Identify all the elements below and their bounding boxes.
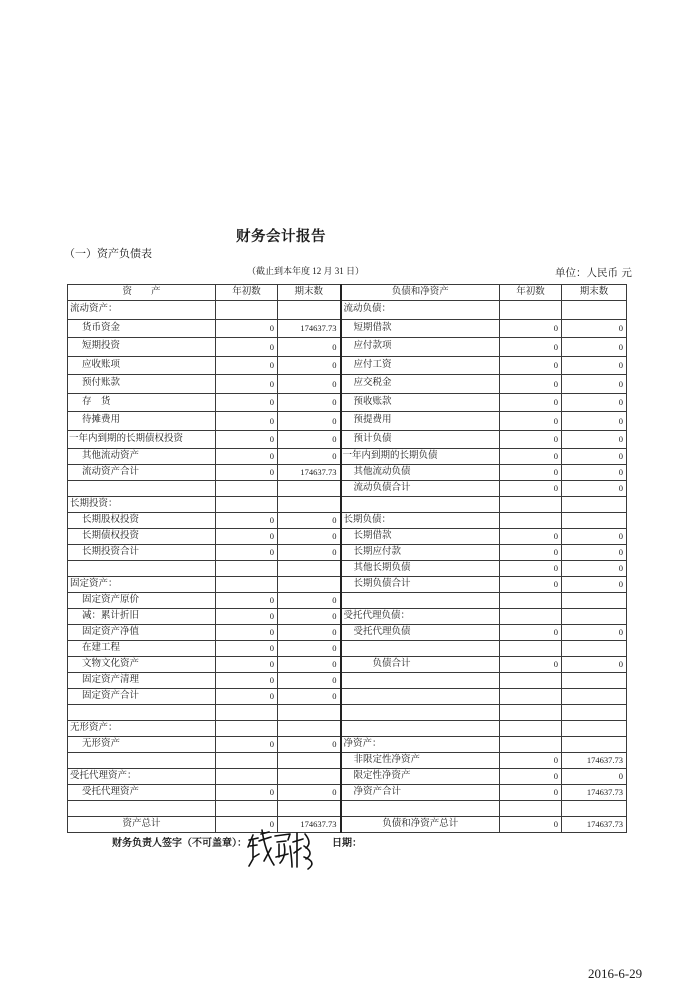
liability-begin-value: 0 xyxy=(500,561,562,577)
asset-begin-value: 0 xyxy=(216,657,278,673)
asset-label: 受托代理资产： xyxy=(68,769,216,785)
balance-sheet-table xyxy=(67,284,627,833)
header-liabilities-end: 期末数 xyxy=(562,285,627,301)
asset-end-value: 0 xyxy=(278,625,341,641)
liability-label xyxy=(341,705,500,721)
asset-end-value: 174637.73 xyxy=(278,465,341,481)
table-row xyxy=(68,319,627,338)
asset-label: 待摊费用 xyxy=(68,412,216,431)
asset-end-value xyxy=(278,577,341,593)
table-row xyxy=(68,625,627,641)
liability-label: 短期借款 xyxy=(341,319,500,338)
asset-end-value: 0 xyxy=(278,657,341,673)
asset-label: 固定资产清理 xyxy=(68,673,216,689)
stamped-date: 2016-6-29 xyxy=(588,966,643,981)
liability-end-value: 174637.73 xyxy=(562,817,627,833)
liability-end-value: 0 xyxy=(562,356,627,375)
asset-end-value xyxy=(278,801,341,817)
liability-label: 净资产： xyxy=(341,737,500,753)
asset-label xyxy=(68,561,216,577)
table-row xyxy=(68,545,627,561)
liability-begin-value: 0 xyxy=(500,785,562,801)
asset-end-value: 0 xyxy=(278,609,341,625)
asset-begin-value xyxy=(216,769,278,785)
table-row xyxy=(68,497,627,513)
asset-label: 一年内到期的长期债权投资 xyxy=(68,430,216,449)
liability-label: 受托代理负债 xyxy=(341,625,500,641)
asset-end-value xyxy=(278,705,341,721)
asset-label: 存 货 xyxy=(68,393,216,412)
asset-begin-value: 0 xyxy=(216,689,278,705)
asset-begin-value xyxy=(216,721,278,737)
header-liabilities: 负债和净资产 xyxy=(341,285,500,301)
liability-label xyxy=(341,801,500,817)
asset-end-value: 0 xyxy=(278,393,341,412)
asset-label: 在建工程 xyxy=(68,641,216,657)
asset-label: 固定资产净值 xyxy=(68,625,216,641)
table-row xyxy=(68,769,627,785)
liability-label: 长期负债合计 xyxy=(341,577,500,593)
asset-label: 固定资产原价 xyxy=(68,593,216,609)
table-row xyxy=(68,817,627,833)
asset-end-value: 0 xyxy=(278,513,341,529)
liability-label: 净资产合计 xyxy=(341,785,500,801)
table-row xyxy=(68,465,627,481)
liability-begin-value xyxy=(500,301,562,320)
liability-begin-value xyxy=(500,513,562,529)
table-row xyxy=(68,301,627,320)
table-row xyxy=(68,449,627,465)
asset-begin-value: 0 xyxy=(216,817,278,833)
table-row xyxy=(68,641,627,657)
asset-label xyxy=(68,705,216,721)
liability-label: 长期应付款 xyxy=(341,545,500,561)
liability-begin-value: 0 xyxy=(500,529,562,545)
table-row xyxy=(68,705,627,721)
liability-label: 限定性净资产 xyxy=(341,769,500,785)
liability-end-value: 0 xyxy=(562,319,627,338)
header-assets-end: 期末数 xyxy=(278,285,341,301)
liability-label: 其他长期负债 xyxy=(341,561,500,577)
asset-end-value: 0 xyxy=(278,449,341,465)
asset-label: 固定资产： xyxy=(68,577,216,593)
liability-begin-value xyxy=(500,593,562,609)
balance-sheet-body xyxy=(68,301,627,833)
asset-end-value: 0 xyxy=(278,412,341,431)
liability-begin-value xyxy=(500,609,562,625)
table-row xyxy=(68,577,627,593)
asset-begin-value: 0 xyxy=(216,609,278,625)
liability-begin-value: 0 xyxy=(500,817,562,833)
table-row xyxy=(68,721,627,737)
liability-label xyxy=(341,721,500,737)
asset-label xyxy=(68,801,216,817)
section-title: （一）资产负债表 xyxy=(64,247,152,260)
header-liabilities-begin: 年初数 xyxy=(500,285,562,301)
asset-label: 受托代理资产 xyxy=(68,785,216,801)
liability-begin-value: 0 xyxy=(500,449,562,465)
liability-begin-value: 0 xyxy=(500,430,562,449)
asset-begin-value: 0 xyxy=(216,785,278,801)
liability-end-value: 0 xyxy=(562,577,627,593)
liability-end-value xyxy=(562,593,627,609)
table-row xyxy=(68,753,627,769)
asset-label: 固定资产合计 xyxy=(68,689,216,705)
table-row xyxy=(68,338,627,357)
table-row xyxy=(68,561,627,577)
liability-end-value: 0 xyxy=(562,430,627,449)
asset-begin-value: 0 xyxy=(216,513,278,529)
asset-begin-value: 0 xyxy=(216,319,278,338)
asset-begin-value xyxy=(216,301,278,320)
liability-end-value xyxy=(562,737,627,753)
asset-end-value: 0 xyxy=(278,529,341,545)
asset-begin-value: 0 xyxy=(216,625,278,641)
header-assets-begin: 年初数 xyxy=(216,285,278,301)
liability-label xyxy=(341,673,500,689)
liability-label: 应交税金 xyxy=(341,375,500,394)
asset-label: 无形资产： xyxy=(68,721,216,737)
liability-label xyxy=(341,593,500,609)
liability-label: 负债合计 xyxy=(341,657,500,673)
liability-label: 应付工资 xyxy=(341,356,500,375)
liability-begin-value: 0 xyxy=(500,753,562,769)
reporting-period: （截止到本年度 12 月 31 日） xyxy=(247,266,365,276)
asset-label: 货币资金 xyxy=(68,319,216,338)
asset-label: 长期投资合计 xyxy=(68,545,216,561)
table-row xyxy=(68,801,627,817)
liability-begin-value xyxy=(500,721,562,737)
liability-end-value: 0 xyxy=(562,481,627,497)
asset-end-value: 0 xyxy=(278,641,341,657)
liability-end-value: 0 xyxy=(562,625,627,641)
asset-begin-value: 0 xyxy=(216,393,278,412)
asset-label: 短期投资 xyxy=(68,338,216,357)
asset-begin-value: 0 xyxy=(216,338,278,357)
liability-end-value: 0 xyxy=(562,412,627,431)
liability-end-value: 0 xyxy=(562,465,627,481)
liability-end-value: 0 xyxy=(562,769,627,785)
liability-label: 应付款项 xyxy=(341,338,500,357)
liability-begin-value: 0 xyxy=(500,577,562,593)
asset-begin-value: 0 xyxy=(216,430,278,449)
liability-begin-value xyxy=(500,705,562,721)
asset-end-value: 0 xyxy=(278,338,341,357)
asset-end-value xyxy=(278,721,341,737)
liability-end-value: 0 xyxy=(562,657,627,673)
liability-end-value xyxy=(562,705,627,721)
liability-label: 流动负债： xyxy=(341,301,500,320)
liability-begin-value xyxy=(500,737,562,753)
asset-label: 流动资产： xyxy=(68,301,216,320)
asset-end-value: 0 xyxy=(278,785,341,801)
liability-label: 一年内到期的长期负债 xyxy=(341,449,500,465)
asset-begin-value: 0 xyxy=(216,529,278,545)
liability-end-value: 174637.73 xyxy=(562,753,627,769)
liability-begin-value: 0 xyxy=(500,319,562,338)
liability-label: 其他流动负债 xyxy=(341,465,500,481)
liability-begin-value xyxy=(500,497,562,513)
asset-label: 长期股权投资 xyxy=(68,513,216,529)
liability-end-value xyxy=(562,609,627,625)
liability-end-value xyxy=(562,497,627,513)
liability-label: 预收账款 xyxy=(341,393,500,412)
liability-end-value: 0 xyxy=(562,561,627,577)
asset-begin-value: 0 xyxy=(216,545,278,561)
liability-end-value: 174637.73 xyxy=(562,785,627,801)
asset-label: 文物文化资产 xyxy=(68,657,216,673)
liability-end-value: 0 xyxy=(562,393,627,412)
table-row xyxy=(68,375,627,394)
liability-end-value xyxy=(562,641,627,657)
asset-begin-value: 0 xyxy=(216,375,278,394)
asset-label: 流动资产合计 xyxy=(68,465,216,481)
asset-end-value: 0 xyxy=(278,375,341,394)
asset-end-value: 0 xyxy=(278,689,341,705)
liability-end-value xyxy=(562,301,627,320)
liability-begin-value: 0 xyxy=(500,481,562,497)
table-row xyxy=(68,689,627,705)
table-row xyxy=(68,737,627,753)
asset-end-value: 174637.73 xyxy=(278,817,341,833)
liability-label: 长期负债： xyxy=(341,513,500,529)
liability-begin-value: 0 xyxy=(500,657,562,673)
asset-begin-value: 0 xyxy=(216,673,278,689)
table-row xyxy=(68,673,627,689)
liability-begin-value xyxy=(500,673,562,689)
liability-begin-value xyxy=(500,801,562,817)
report-title: 财务会计报告 xyxy=(236,229,326,245)
asset-begin-value: 0 xyxy=(216,737,278,753)
handwritten-signature xyxy=(246,826,318,872)
asset-end-value xyxy=(278,497,341,513)
liability-begin-value: 0 xyxy=(500,356,562,375)
asset-end-value: 0 xyxy=(278,356,341,375)
liability-end-value: 0 xyxy=(562,449,627,465)
table-row xyxy=(68,513,627,529)
asset-begin-value: 0 xyxy=(216,356,278,375)
liability-end-value xyxy=(562,801,627,817)
asset-end-value: 0 xyxy=(278,593,341,609)
asset-label: 无形资产 xyxy=(68,737,216,753)
liability-label: 长期借款 xyxy=(341,529,500,545)
liability-label xyxy=(341,497,500,513)
asset-begin-value xyxy=(216,481,278,497)
currency-unit: 单位：人民币 元 xyxy=(555,267,632,279)
liability-begin-value: 0 xyxy=(500,338,562,357)
header-assets: 资 产 xyxy=(68,285,216,301)
liability-label: 非限定性净资产 xyxy=(341,753,500,769)
liability-begin-value: 0 xyxy=(500,375,562,394)
liability-end-value xyxy=(562,689,627,705)
liability-begin-value: 0 xyxy=(500,545,562,561)
table-row xyxy=(68,412,627,431)
liability-end-value xyxy=(562,513,627,529)
asset-begin-value xyxy=(216,753,278,769)
date-label: 日期： xyxy=(332,838,362,849)
asset-begin-value xyxy=(216,497,278,513)
asset-end-value xyxy=(278,481,341,497)
asset-begin-value xyxy=(216,705,278,721)
liability-end-value: 0 xyxy=(562,529,627,545)
asset-begin-value: 0 xyxy=(216,641,278,657)
asset-label: 资产总计 xyxy=(68,817,216,833)
signature-label: 财务负责人签字（不可盖章）： xyxy=(112,838,247,849)
liability-begin-value: 0 xyxy=(500,769,562,785)
liability-end-value xyxy=(562,673,627,689)
asset-end-value: 0 xyxy=(278,545,341,561)
asset-label: 长期投资： xyxy=(68,497,216,513)
asset-end-value: 0 xyxy=(278,673,341,689)
liability-label: 预提费用 xyxy=(341,412,500,431)
table-row xyxy=(68,657,627,673)
asset-label: 预付账款 xyxy=(68,375,216,394)
liability-end-value xyxy=(562,721,627,737)
asset-label xyxy=(68,753,216,769)
liability-begin-value xyxy=(500,641,562,657)
asset-label: 其他流动资产 xyxy=(68,449,216,465)
asset-end-value xyxy=(278,753,341,769)
asset-end-value xyxy=(278,561,341,577)
asset-label: 减：累计折旧 xyxy=(68,609,216,625)
asset-label xyxy=(68,481,216,497)
table-row xyxy=(68,529,627,545)
liability-label: 负债和净资产总计 xyxy=(341,817,500,833)
liability-begin-value: 0 xyxy=(500,393,562,412)
asset-begin-value: 0 xyxy=(216,412,278,431)
liability-label xyxy=(341,689,500,705)
liability-begin-value xyxy=(500,689,562,705)
liability-end-value: 0 xyxy=(562,375,627,394)
liability-begin-value: 0 xyxy=(500,412,562,431)
asset-label: 长期债权投资 xyxy=(68,529,216,545)
asset-end-value: 174637.73 xyxy=(278,319,341,338)
table-row xyxy=(68,609,627,625)
table-row xyxy=(68,356,627,375)
asset-begin-value xyxy=(216,801,278,817)
asset-begin-value xyxy=(216,577,278,593)
liability-begin-value: 0 xyxy=(500,465,562,481)
asset-label: 应收账项 xyxy=(68,356,216,375)
asset-end-value: 0 xyxy=(278,737,341,753)
liability-begin-value: 0 xyxy=(500,625,562,641)
liability-label: 预计负债 xyxy=(341,430,500,449)
table-row xyxy=(68,393,627,412)
asset-begin-value: 0 xyxy=(216,449,278,465)
asset-end-value xyxy=(278,301,341,320)
asset-end-value: 0 xyxy=(278,430,341,449)
table-header-row xyxy=(68,285,627,301)
liability-end-value: 0 xyxy=(562,338,627,357)
table-row xyxy=(68,430,627,449)
asset-begin-value: 0 xyxy=(216,465,278,481)
liability-label: 流动负债合计 xyxy=(341,481,500,497)
liability-label xyxy=(341,641,500,657)
table-row xyxy=(68,593,627,609)
table-row xyxy=(68,785,627,801)
asset-end-value xyxy=(278,769,341,785)
liability-label: 受托代理负债： xyxy=(341,609,500,625)
asset-begin-value xyxy=(216,561,278,577)
table-row xyxy=(68,481,627,497)
liability-end-value: 0 xyxy=(562,545,627,561)
asset-begin-value: 0 xyxy=(216,593,278,609)
